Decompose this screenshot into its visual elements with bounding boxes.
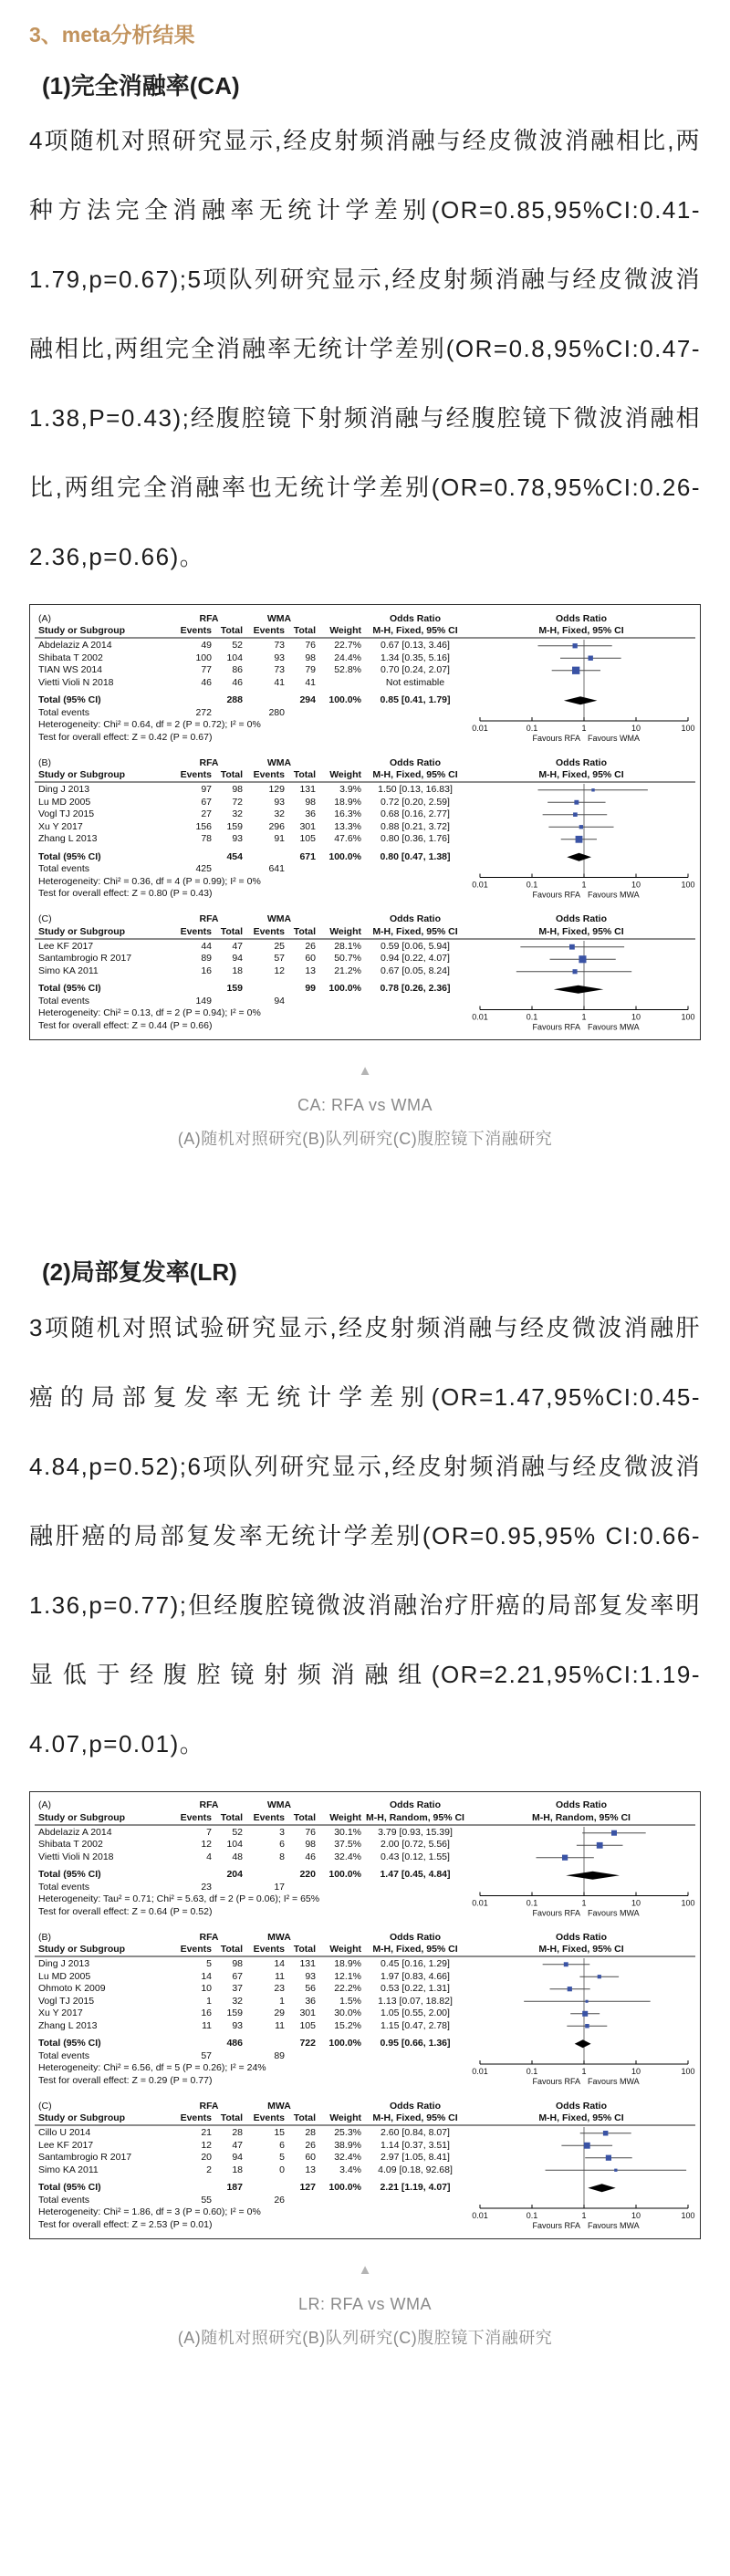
forest-plot-canvas xyxy=(471,913,695,1035)
effect-header: Odds Ratio xyxy=(389,756,441,768)
or-marker xyxy=(568,1987,572,1991)
total-events-row: Total events 23 17 xyxy=(38,1881,285,1893)
total-row: Total (95% CI) 454 671 100.0% 0.80 [0.47, 1.38] xyxy=(38,850,451,862)
heterogeneity-note: Heterogeneity: Chi² = 6.56, df = 5 (P = 0.26); I² = 24% xyxy=(38,2062,266,2074)
study-row: Ohmoto K 2009 10 37 23 56 22.2% 0.53 [0.22, 1.31] xyxy=(38,1983,450,1995)
forest-subplot xyxy=(35,1799,695,1921)
study-row: Vogl TJ 2015 1 32 1 36 1.5% 1.13 [0.07, 18.82] xyxy=(38,1995,453,2007)
or-marker xyxy=(598,1975,601,1978)
study-row: Santambrogio R 2017 89 94 57 60 50.7% 0.94 [0.22, 4.07] xyxy=(38,953,450,965)
or-marker xyxy=(591,788,594,791)
heterogeneity-note: Heterogeneity: Chi² = 1.86, df = 3 (P = 0.60); I² = 0% xyxy=(38,2206,261,2218)
overall-effect-note: Test for overall effect: Z = 0.29 (P = 0.77) xyxy=(38,2074,213,2086)
group1-label: RFA xyxy=(199,1799,219,1811)
axis-tick-label: 0.1 xyxy=(526,2067,538,2077)
axis-tick-label: 0.01 xyxy=(472,2067,488,2077)
axis-tick-label: 1 xyxy=(581,2211,587,2221)
column-header-row: Study or Subgroup Events Total Events Total Weight M-H, Fixed, 95% CI M-H, Fixed, 95% CI xyxy=(35,1944,695,1957)
forest-subplot xyxy=(35,1931,695,2089)
subplot-label: (A) xyxy=(38,612,51,624)
subplot-label: (C) xyxy=(38,913,52,925)
forest-plot-canvas xyxy=(471,756,695,902)
or-marker xyxy=(603,2131,609,2136)
effect-header: Odds Ratio xyxy=(555,913,607,925)
or-marker xyxy=(574,800,579,805)
total-events-row: Total events 149 94 xyxy=(38,995,285,1006)
or-marker xyxy=(573,643,578,648)
figure-caption-ca xyxy=(29,1064,701,1150)
overall-effect-note: Test for overall effect: Z = 0.80 (P = 0.43) xyxy=(38,888,213,900)
section-title: 3、meta分析结果 xyxy=(29,23,195,47)
group2-label: WMA xyxy=(266,612,292,624)
column-header-row: Study or Subgroup Events Total Events Total Weight M-H, Fixed, 95% CI M-H, Fixed, 95% CI xyxy=(35,926,695,940)
forest-subplot xyxy=(35,913,695,1035)
study-row: Santambrogio R 2017 20 94 5 60 32.4% 2.97 [1.05, 8.41] xyxy=(38,2152,450,2164)
study-row: Lee KF 2017 12 47 6 26 38.9% 1.14 [0.37, 3.51] xyxy=(38,2139,450,2151)
subsection-heading-ca: (1)完全消融率(CA) xyxy=(42,71,240,99)
axis-tick-label: 10 xyxy=(631,1898,641,1908)
favours-right-label: Favours MWA xyxy=(588,890,640,900)
column-header-row: Study or Subgroup Events Total Events Total Weight M-H, Random, 95% CI M-H, Random, 95% CI xyxy=(35,1812,695,1826)
total-row: Total (95% CI) 288 294 100.0% 0.85 [0.41, 1.79] xyxy=(38,694,451,706)
axis-tick-label: 1 xyxy=(581,1012,587,1022)
favours-left-label: Favours RFA xyxy=(532,1022,580,1032)
axis-tick-label: 10 xyxy=(631,1012,641,1022)
article-page xyxy=(29,0,701,2413)
or-marker xyxy=(564,1963,568,1967)
total-events-row: Total events 272 280 xyxy=(38,706,285,718)
heterogeneity-note: Heterogeneity: Chi² = 0.36, df = 4 (P = 0.99); I² = 0% xyxy=(38,875,261,887)
heterogeneity-note: Heterogeneity: Chi² = 0.64, df = 2 (P = 0.72); I² = 0% xyxy=(38,719,261,731)
axis-tick-label: 100 xyxy=(681,2067,695,2077)
effect-header: Odds Ratio xyxy=(389,1799,441,1811)
axis-tick-label: 0.1 xyxy=(526,724,538,734)
column-header-row: Study or Subgroup Events Total Events Total Weight M-H, Fixed, 95% CI M-H, Fixed, 95% CI xyxy=(35,625,695,639)
or-marker xyxy=(606,2155,611,2161)
study-row: Abdelaziz A 2014 7 52 3 76 30.1% 3.79 [0.93, 15.39] xyxy=(38,1826,453,1838)
forest-plot-figure-lr xyxy=(29,1791,701,2240)
axis-tick-label: 0.1 xyxy=(526,1898,538,1908)
study-row: TIAN WS 2014 77 86 73 79 52.8% 0.70 [0.24, 2.07] xyxy=(38,664,450,676)
axis-tick-label: 1 xyxy=(581,2067,587,2077)
effect-header: Odds Ratio xyxy=(555,612,607,624)
forest-subplot xyxy=(35,756,695,902)
total-diamond xyxy=(566,1872,620,1880)
forest-subplot xyxy=(35,612,695,746)
caption-title: LR: RFA vs WMA xyxy=(297,2295,433,2314)
effect-header: Odds Ratio xyxy=(389,913,441,925)
or-marker xyxy=(584,2143,590,2149)
favours-left-label: Favours RFA xyxy=(532,890,580,900)
study-row: Shibata T 2002 12 104 6 98 37.5% 2.00 [0.72, 5.56] xyxy=(38,1839,450,1851)
group2-label: MWA xyxy=(267,1931,291,1943)
total-row: Total (95% CI) 159 99 100.0% 0.78 [0.26, 2.36] xyxy=(38,983,451,995)
axis-tick-label: 0.1 xyxy=(526,880,538,890)
subplot-label: (A) xyxy=(38,1799,51,1811)
group1-label: RFA xyxy=(199,612,219,624)
axis-tick-label: 100 xyxy=(681,724,695,734)
or-marker xyxy=(589,656,593,661)
effect-header: Odds Ratio xyxy=(389,612,441,624)
axis-tick-label: 10 xyxy=(631,880,641,890)
collapse-triangle-icon: ▲ xyxy=(358,2262,372,2279)
subsection-heading-lr: (2)局部复发率(LR) xyxy=(42,1258,237,1287)
forest-plot-canvas xyxy=(471,1799,695,1921)
total-events-row: Total events 57 89 xyxy=(38,2049,285,2061)
axis-tick-label: 1 xyxy=(581,880,587,890)
collapse-triangle-icon: ▲ xyxy=(358,1063,372,1079)
favours-right-label: Favours MWA xyxy=(588,1022,640,1032)
study-row: Shibata T 2002 100 104 93 98 24.4% 1.34 [0.35, 5.16] xyxy=(38,652,450,663)
favours-left-label: Favours RFA xyxy=(532,734,580,744)
favours-left-label: Favours RFA xyxy=(532,2077,580,2087)
study-row: Zhang L 2013 78 93 91 105 47.6% 0.80 [0.36, 1.76] xyxy=(38,833,450,845)
axis-tick-label: 100 xyxy=(681,1012,695,1022)
study-row: Xu Y 2017 156 159 296 301 13.3% 0.88 [0.21, 3.72] xyxy=(38,820,450,832)
total-row: Total (95% CI) 187 127 100.0% 2.21 [1.19, 4.07] xyxy=(38,2182,451,2194)
or-marker xyxy=(586,2000,589,2003)
subplot-label: (C) xyxy=(38,2100,52,2112)
study-row: Lu MD 2005 67 72 93 98 18.9% 0.72 [0.20, 2.59] xyxy=(38,796,450,808)
axis-tick-label: 1 xyxy=(581,724,587,734)
total-diamond xyxy=(554,986,604,994)
group1-label: RFA xyxy=(199,756,219,768)
group2-label: WMA xyxy=(266,1799,292,1811)
axis-tick-label: 0.01 xyxy=(472,724,488,734)
axis-tick-label: 100 xyxy=(681,880,695,890)
or-marker xyxy=(573,969,578,974)
or-marker xyxy=(562,1854,568,1860)
total-diamond xyxy=(588,2185,615,2193)
favours-right-label: Favours MWA xyxy=(588,2077,640,2087)
effect-header: Odds Ratio xyxy=(555,1799,607,1811)
forest-plot-canvas xyxy=(471,1931,695,2089)
or-marker xyxy=(576,836,583,843)
effect-header: Odds Ratio xyxy=(389,2100,441,2112)
or-marker xyxy=(579,825,583,829)
group2-label: WMA xyxy=(266,913,292,925)
section-local-recurrence xyxy=(29,1257,701,2349)
or-marker xyxy=(582,2011,588,2017)
or-marker xyxy=(611,1830,617,1836)
axis-tick-label: 10 xyxy=(631,724,641,734)
study-row: Abdelaziz A 2014 49 52 73 76 22.7% 0.67 [0.13, 3.46] xyxy=(38,640,450,652)
effect-header: Odds Ratio xyxy=(555,756,607,768)
column-header-row: Study or Subgroup Events Total Events Total Weight M-H, Fixed, 95% CI M-H, Fixed, 95% CI xyxy=(35,2112,695,2126)
total-events-row: Total events 425 641 xyxy=(38,863,285,875)
overall-effect-note: Test for overall effect: Z = 0.44 (P = 0.66) xyxy=(38,1019,213,1031)
or-marker xyxy=(614,2169,617,2172)
favours-left-label: Favours RFA xyxy=(532,1908,580,1918)
section-complete-ablation xyxy=(29,71,701,1151)
total-diamond xyxy=(567,853,591,861)
favours-right-label: Favours MWA xyxy=(588,2221,640,2231)
subplot-label: (B) xyxy=(38,756,51,768)
forest-plot-figure-ca xyxy=(29,604,701,1040)
figure-caption-lr xyxy=(29,2263,701,2349)
study-row: Lee KF 2017 44 47 25 26 28.1% 0.59 [0.06, 5.94] xyxy=(38,940,450,952)
or-marker xyxy=(597,1842,603,1849)
or-marker xyxy=(573,813,578,818)
overall-effect-note: Test for overall effect: Z = 2.53 (P = 0.01) xyxy=(38,2218,213,2230)
total-row: Total (95% CI) 486 722 100.0% 0.95 [0.66, 1.36] xyxy=(38,2038,451,2049)
study-row: Cillo U 2014 21 28 15 28 25.3% 2.60 [0.84, 8.07] xyxy=(38,2127,450,2139)
forest-plot-canvas xyxy=(471,2100,695,2233)
axis-tick-label: 0.01 xyxy=(472,2211,488,2221)
or-marker xyxy=(572,667,579,674)
effect-header: Odds Ratio xyxy=(555,1931,607,1943)
or-marker xyxy=(579,955,586,963)
caption-title: CA: RFA vs WMA xyxy=(297,1096,433,1115)
group2-label: WMA xyxy=(266,756,292,768)
study-row: Vietti Violi N 2018 4 48 8 46 32.4% 0.43 [0.12, 1.55] xyxy=(38,1851,450,1862)
study-row: Vogl TJ 2015 27 32 32 36 16.3% 0.68 [0.16, 2.77] xyxy=(38,808,450,820)
or-marker xyxy=(585,2024,589,2028)
axis-tick-label: 0.01 xyxy=(472,880,488,890)
column-header-row: Study or Subgroup Events Total Events Total Weight M-H, Fixed, 95% CI M-H, Fixed, 95% CI xyxy=(35,769,695,783)
favours-right-label: Favours MWA xyxy=(588,1908,640,1918)
caption-subtitle: (A)随机对照研究(B)队列研究(C)腹腔镜下消融研究 xyxy=(177,2329,553,2348)
favours-left-label: Favours RFA xyxy=(532,2221,580,2231)
effect-header: Odds Ratio xyxy=(389,1931,441,1943)
axis-tick-label: 0.01 xyxy=(472,1012,488,1022)
axis-tick-label: 0.01 xyxy=(472,1898,488,1908)
heterogeneity-note: Heterogeneity: Chi² = 0.13, df = 2 (P = 0.94); I² = 0% xyxy=(38,1007,261,1019)
overall-effect-note: Test for overall effect: Z = 0.64 (P = 0.52) xyxy=(38,1905,213,1917)
axis-tick-label: 0.1 xyxy=(526,2211,538,2221)
study-row: Simo KA 2011 16 18 12 13 21.2% 0.67 [0.05, 8.24] xyxy=(38,965,450,976)
paragraph-ca: 4项随机对照研究显示,经皮射频消融与经皮微波消融相比,两种方法完全消融率无统计学差别(OR=0.85,95%CI:0.41-1.79,p=0.67);5项队列研究显示,经皮射频消融与经皮微波消融相比,两组完全消融率无统计学差别(OR=0.8,95%CI:0.47-1.38,P=0.43);经腹腔镜下射频消融与经腹腔镜下微波消融相比,两组完全消融率也无统计学差别(OR=0.78,95%CI:0.26-2.36,p=0.66)。 xyxy=(29,127,701,571)
axis-tick-label: 1 xyxy=(581,1898,587,1908)
total-row: Total (95% CI) 204 220 100.0% 1.47 [0.45, 4.84] xyxy=(38,1869,451,1881)
overall-effect-note: Test for overall effect: Z = 0.42 (P = 0.67) xyxy=(38,731,213,743)
study-row: Vietti Violi N 2018 46 46 41 41 Not estimable xyxy=(38,676,445,688)
group1-label: RFA xyxy=(199,2100,219,2112)
favours-right-label: Favours WMA xyxy=(588,734,641,744)
forest-subplot xyxy=(35,2100,695,2233)
group1-label: RFA xyxy=(199,913,219,925)
study-row: Ding J 2013 5 98 14 131 18.9% 0.45 [0.16, 1.29] xyxy=(38,1958,450,1970)
heterogeneity-note: Heterogeneity: Tau² = 0.71; Chi² = 5.63, df = 2 (P = 0.06); I² = 65% xyxy=(38,1893,320,1905)
caption-subtitle: (A)随机对照研究(B)队列研究(C)腹腔镜下消融研究 xyxy=(177,1130,553,1149)
total-diamond xyxy=(564,697,598,705)
total-diamond xyxy=(575,2040,591,2049)
axis-tick-label: 10 xyxy=(631,2211,641,2221)
forest-plot-canvas xyxy=(471,612,695,746)
axis-tick-label: 100 xyxy=(681,1898,695,1908)
study-row: Zhang L 2013 11 93 11 105 15.2% 1.15 [0.47, 2.78] xyxy=(38,2019,450,2031)
axis-tick-label: 10 xyxy=(631,2067,641,2077)
axis-tick-label: 0.1 xyxy=(526,1012,538,1022)
study-row: Ding J 2013 97 98 129 131 3.9% 1.50 [0.13, 16.83] xyxy=(38,784,453,796)
study-row: Lu MD 2005 14 67 11 93 12.1% 1.97 [0.83, 4.66] xyxy=(38,1970,450,1982)
group1-label: RFA xyxy=(199,1931,219,1943)
subplot-label: (B) xyxy=(38,1931,51,1943)
total-events-row: Total events 55 26 xyxy=(38,2194,285,2206)
or-marker xyxy=(569,944,575,950)
group2-label: MWA xyxy=(267,2100,291,2112)
axis-tick-label: 100 xyxy=(681,2211,695,2221)
study-row: Simo KA 2011 2 18 0 13 3.4% 4.09 [0.18, 92.68] xyxy=(38,2164,453,2175)
effect-header: Odds Ratio xyxy=(555,2100,607,2112)
study-row: Xu Y 2017 16 159 29 301 30.0% 1.05 [0.55, 2.00] xyxy=(38,2008,450,2019)
paragraph-lr: 3项随机对照试验研究显示,经皮射频消融与经皮微波消融肝癌的局部复发率无统计学差别(OR=1.47,95%CI:0.45-4.84,p=0.52);6项队列研究显示,经皮射频消融与经皮微波消融肝癌的局部复发率无统计学差别(OR=0.95,95% CI:0.66-1.36,p=0.77);但经腹腔镜微波消融治疗肝癌的局部复发率明显低于经腹腔镜射频消融组(OR=2.21,95%CI:1.19-4.07,p=0.01)。 xyxy=(29,1313,701,1757)
